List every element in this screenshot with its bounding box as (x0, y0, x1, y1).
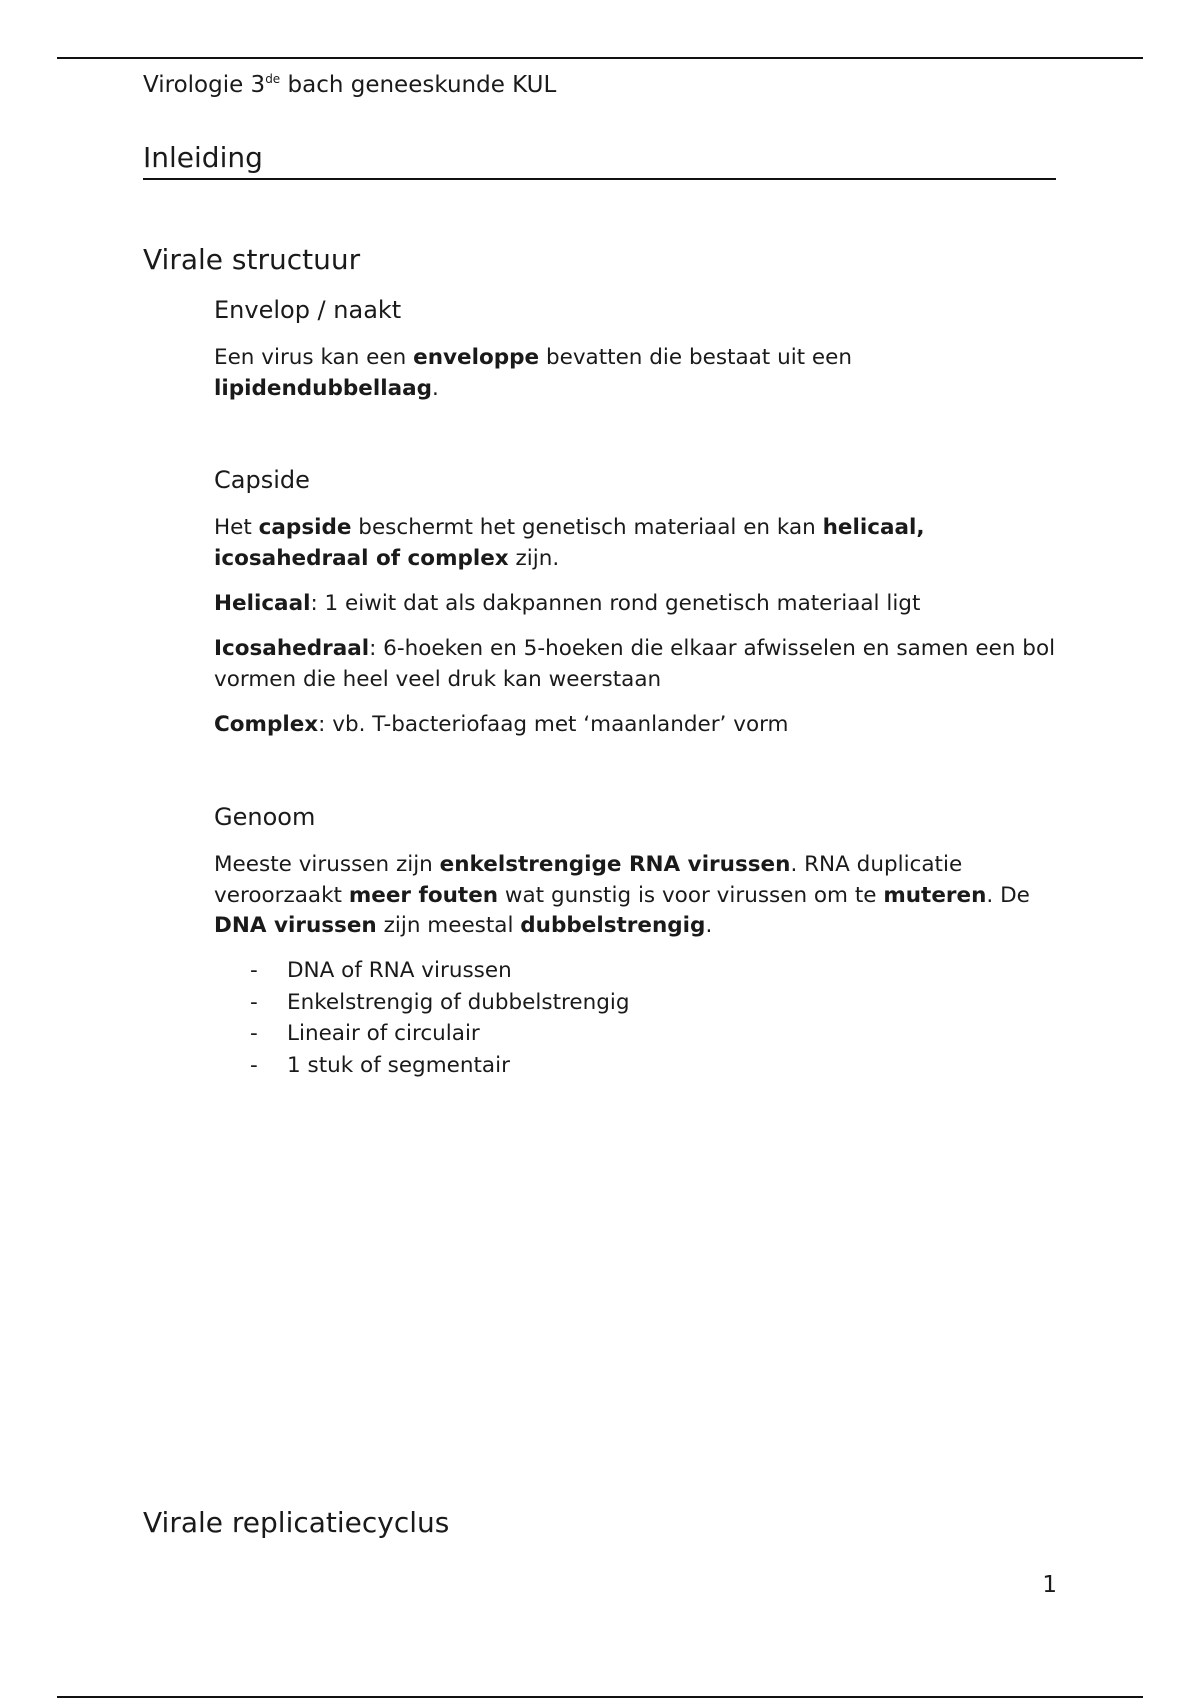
bullet-dash: - (250, 1021, 258, 1046)
paragraph-genoom: Meeste virussen zijn enkelstrengige RNA virussen. RNA duplicatie veroorzaakt meer fouten wat gunstig is voor virussen om te muteren. De DNA virussen zijn meestal dubbelstrengig. (214, 852, 1030, 938)
paragraph-helicaal: Helicaal: 1 eiwit dat als dakpannen rond genetisch materiaal ligt (214, 591, 921, 616)
list-item: - 1 stuk of segmentair (250, 1050, 630, 1082)
genoom-bullet-list (250, 955, 630, 1081)
paragraph-icosahedraal: Icosahedraal: 6-hoeken en 5-hoeken die elkaar afwisselen en samen een bol vormen die heel veel druk kan weerstaan (214, 636, 1056, 692)
heading-inleiding: Inleiding (143, 140, 1056, 180)
list-item: - Enkelstrengig of dubbelstrengig (250, 987, 630, 1019)
list-item: - DNA of RNA virussen (250, 955, 630, 987)
header-superscript: de (265, 72, 281, 86)
paragraph-envelop: Een virus kan een enveloppe bevatten die bestaat uit een lipidendubbellaag. (214, 345, 853, 401)
subheading-capside: Capside (214, 466, 310, 494)
paragraph-capside: Het capside beschermt het genetisch materiaal en kan helicaal, icosahedraal of complex zijn. (214, 515, 925, 571)
subheading-genoom: Genoom (214, 803, 316, 831)
bullet-dash: - (250, 958, 258, 983)
list-item: - Lineair of circulair (250, 1018, 630, 1050)
page-number: 1 (1042, 1572, 1057, 1598)
top-rule (57, 57, 1143, 59)
bullet-dash: - (250, 1052, 258, 1078)
heading-virale-replicatiecyclus: Virale replicatiecyclus (143, 1506, 450, 1539)
heading-virale-structuur: Virale structuur (143, 243, 361, 276)
document-header: Virologie 3de bach geneeskunde KUL (143, 72, 557, 98)
subheading-envelop: Envelop / naakt (214, 296, 402, 324)
bullet-dash: - (250, 989, 258, 1015)
bottom-rule (57, 1696, 1143, 1698)
paragraph-complex: Complex: vb. T-bacteriofaag met ‘maanlander’ vorm (214, 712, 789, 737)
